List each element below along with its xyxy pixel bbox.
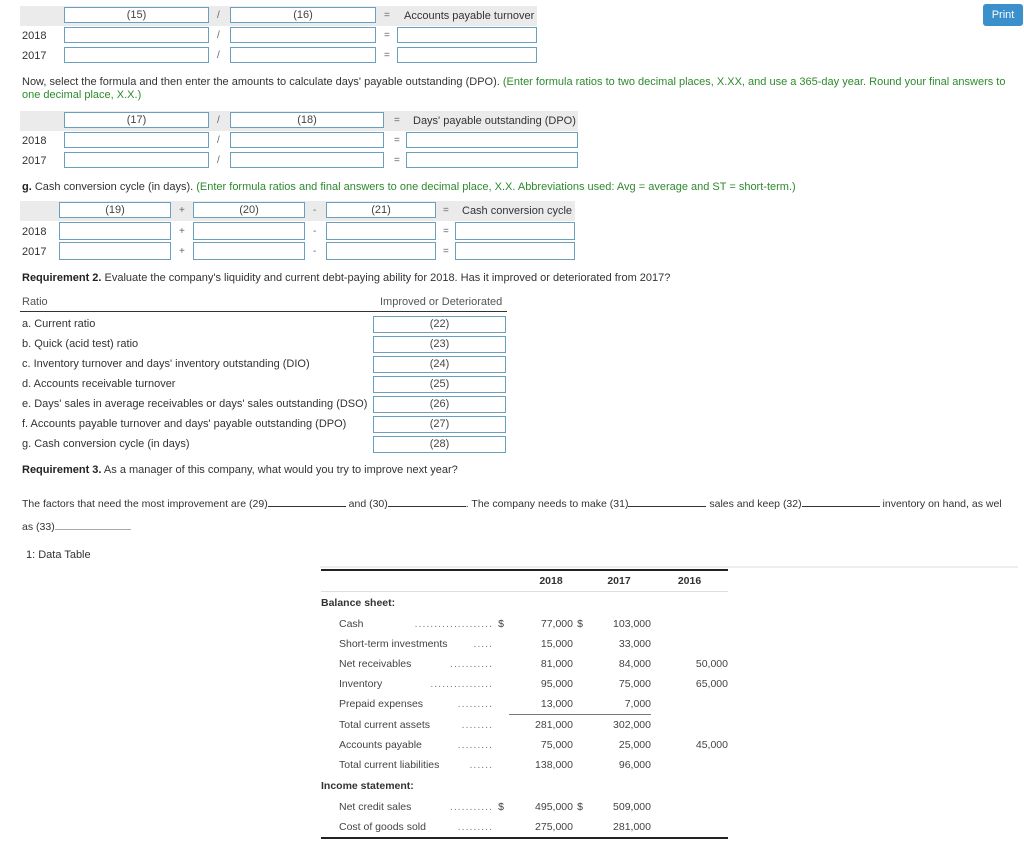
ccc-title: Cash conversion cycle (in days). xyxy=(34,181,194,193)
data-table-row xyxy=(321,797,728,817)
requirement-2 xyxy=(22,272,670,284)
leader-dots: ........... xyxy=(449,801,493,813)
ap-2017-denominator-input[interactable] xyxy=(230,47,376,63)
year-label: 2017 xyxy=(22,246,47,258)
value-2017: 302,000 xyxy=(613,719,651,731)
ccc-2017-term3-input[interactable] xyxy=(326,242,436,260)
value-2016: 50,000 xyxy=(695,658,728,670)
factors-text: The factors that need the most improvement are xyxy=(22,498,247,510)
section-heading: Income statement: xyxy=(321,780,414,792)
ccc-result-label: Cash conversion cycle xyxy=(462,205,573,217)
row-label: Inventory xyxy=(339,678,383,690)
blank-30-label: (30) xyxy=(369,498,388,510)
currency-sign xyxy=(493,694,509,715)
improved-deteriorated-select[interactable]: (24) xyxy=(373,356,506,373)
ap-formula-numerator-select[interactable]: (15) xyxy=(64,7,209,23)
ratio-row-label: d. Accounts receivable turnover xyxy=(22,378,176,390)
dpo-hint: (Enter formula ratios to two decimal places, X.XX, and use a 365-day year. Round your final answers to one decimal place, X.X.) xyxy=(22,76,1006,101)
currency-sign xyxy=(493,755,509,775)
value-2016 xyxy=(651,755,728,775)
value-2018: 81,000 xyxy=(540,658,573,670)
ratio-col-header: Ratio xyxy=(22,296,48,308)
currency-sign xyxy=(493,735,509,755)
ratio-row-label: c. Inventory turnover and days' inventory outstanding (DIO) xyxy=(22,358,310,370)
currency-sign xyxy=(493,674,509,694)
dpo-2017-result-input[interactable] xyxy=(406,152,578,168)
dpo-formula-denominator-select[interactable]: (18) xyxy=(230,112,384,128)
divide-sign: / xyxy=(217,50,220,61)
ratio-row-label: e. Days' sales in average receivables or days' sales outstanding (DSO) xyxy=(22,398,368,410)
data-table-row xyxy=(321,755,728,775)
improved-deteriorated-select[interactable]: (28) xyxy=(373,436,506,453)
value-2018: 75,000 xyxy=(540,739,573,751)
req3-label: Requirement 3. xyxy=(22,464,102,476)
dpo-2018-denominator-input[interactable] xyxy=(230,132,384,148)
leader-dots: ........ xyxy=(461,718,493,731)
improved-deteriorated-select[interactable]: (25) xyxy=(373,376,506,393)
improved-deteriorated-select[interactable]: (26) xyxy=(373,396,506,413)
currency-sign xyxy=(493,715,509,736)
blank-31-select[interactable] xyxy=(628,505,706,507)
plus-sign: + xyxy=(179,226,185,237)
leader-dots: ..... xyxy=(473,638,493,650)
section-heading: Balance sheet: xyxy=(321,597,396,609)
value-2016: 65,000 xyxy=(695,678,728,690)
currency-sign xyxy=(573,715,587,736)
blank-29-label: (29) xyxy=(249,498,268,510)
dpo-2017-denominator-input[interactable] xyxy=(230,152,384,168)
currency-sign xyxy=(493,654,509,674)
ratio-row-label: b. Quick (acid test) ratio xyxy=(22,338,139,350)
ccc-formula-term3-select[interactable]: (21) xyxy=(326,202,436,218)
divide-sign: / xyxy=(217,30,220,41)
ap-result-label: Accounts payable turnover xyxy=(404,10,535,22)
row-label: Net credit sales xyxy=(339,801,412,813)
value-2017: 33,000 xyxy=(618,638,651,650)
value-2016 xyxy=(651,694,728,715)
dpo-result-label: Days' payable outstanding (DPO) xyxy=(413,115,576,127)
req2-label: Requirement 2. xyxy=(22,272,102,284)
data-table-row xyxy=(321,715,728,736)
ccc-2018-term3-input[interactable] xyxy=(326,222,436,240)
factors-sentence xyxy=(22,498,1002,510)
row-label: Total current liabilities xyxy=(339,759,440,771)
blank-31-label: (31) xyxy=(609,498,629,510)
row-label: Accounts payable xyxy=(339,739,422,751)
factors-text: as xyxy=(22,521,34,533)
currency-sign xyxy=(493,817,509,838)
ap-2017-result-input[interactable] xyxy=(397,47,537,63)
ap-2018-denominator-input[interactable] xyxy=(230,27,376,43)
value-2016 xyxy=(651,614,728,634)
ratio-row-label: a. Current ratio xyxy=(22,318,96,330)
ccc-letter: g. xyxy=(22,181,32,193)
blank-32-label: (32) xyxy=(782,498,802,510)
print-button[interactable]: Print xyxy=(983,4,1023,26)
minus-sign: - xyxy=(313,226,317,237)
currency-sign: $ xyxy=(498,801,504,813)
improved-col-header: Improved or Deteriorated xyxy=(380,296,503,308)
ccc-formula-term1-select[interactable]: (19) xyxy=(59,202,171,218)
divide-sign: / xyxy=(217,10,220,21)
row-label: Prepaid expenses xyxy=(339,698,424,711)
ccc-2017-term2-input[interactable] xyxy=(193,242,305,260)
leader-dots: ........... xyxy=(449,658,493,670)
data-table-row xyxy=(321,694,728,715)
row-label: Cash xyxy=(339,618,364,630)
dpo-text: Now, select the formula and then enter the amounts to calculate days' payable outstanding (DPO). xyxy=(22,76,500,88)
dpo-2017-numerator-input[interactable] xyxy=(64,152,209,168)
ccc-hint: (Enter formula ratios and final answers to one decimal place, X.X. Abbreviations used: Avg = average and ST = short-term.) xyxy=(196,181,796,193)
value-2018: 495,000 xyxy=(535,801,573,813)
data-table-row xyxy=(321,817,728,838)
value-2017: 25,000 xyxy=(618,739,651,751)
value-2018: 77,000 xyxy=(540,618,573,630)
currency-sign xyxy=(573,654,587,674)
divide-sign: / xyxy=(217,135,220,146)
row-label: Cost of goods sold xyxy=(339,821,426,833)
value-2016 xyxy=(651,634,728,654)
data-table-row xyxy=(321,654,728,674)
req2-text: Evaluate the company's liquidity and current debt-paying ability for 2018. Has it improved or deteriorated from 2017? xyxy=(104,272,671,284)
year-header-2016: 2016 xyxy=(677,575,702,587)
currency-sign xyxy=(573,694,587,715)
currency-sign xyxy=(573,634,587,654)
blank-33-label: (33) xyxy=(36,521,55,533)
ap-2017-numerator-input[interactable] xyxy=(64,47,209,63)
equals-sign: = xyxy=(443,246,449,257)
value-2016: 45,000 xyxy=(695,739,728,751)
row-label: Total current assets xyxy=(339,718,431,731)
leader-dots: ......... xyxy=(457,739,493,751)
ratio-row-label: g. Cash conversion cycle (in days) xyxy=(22,438,190,450)
currency-sign: $ xyxy=(498,618,504,630)
factors-text: sales and keep xyxy=(709,498,781,510)
ccc-2017-result-input[interactable] xyxy=(455,242,575,260)
plus-sign: + xyxy=(179,246,185,257)
data-table-row xyxy=(321,735,728,755)
req3-text: As a manager of this company, what would you try to improve next year? xyxy=(103,464,458,476)
ccc-2018-term1-input[interactable] xyxy=(59,222,171,240)
data-table-row xyxy=(321,634,728,654)
improved-deteriorated-select[interactable]: (27) xyxy=(373,416,506,433)
leader-dots: ......... xyxy=(457,821,493,833)
row-label: Short-term investments xyxy=(339,638,448,650)
equals-sign: = xyxy=(384,50,390,61)
factors-text: . The company needs to make xyxy=(465,498,607,510)
value-2017: 103,000 xyxy=(613,618,651,630)
ccc-2018-result-input[interactable] xyxy=(455,222,575,240)
factors-text: and xyxy=(348,498,367,510)
plus-sign: + xyxy=(179,205,185,216)
value-2017: 84,000 xyxy=(618,658,651,670)
dpo-2018-result-input[interactable] xyxy=(406,132,578,148)
ap-2018-numerator-input[interactable] xyxy=(64,27,209,43)
value-2017: 75,000 xyxy=(618,678,651,690)
ccc-instructions xyxy=(22,181,796,193)
factors-sentence-cont xyxy=(22,521,131,533)
year-label: 2017 xyxy=(22,155,47,167)
year-label: 2018 xyxy=(22,30,47,42)
popup-divider xyxy=(320,566,1018,568)
leader-dots: ...... xyxy=(469,759,493,771)
value-2016 xyxy=(651,715,728,736)
blank-30-select[interactable] xyxy=(388,505,466,507)
blank-29-select[interactable] xyxy=(268,505,346,507)
ccc-formula-term2-select[interactable]: (20) xyxy=(193,202,305,218)
currency-sign xyxy=(573,755,587,775)
minus-sign: - xyxy=(313,205,317,216)
leader-dots: .................... xyxy=(414,618,493,630)
value-2018: 138,000 xyxy=(535,759,573,771)
value-2017: 281,000 xyxy=(613,821,651,833)
value-2018: 13,000 xyxy=(509,694,573,715)
equals-sign: = xyxy=(394,155,400,166)
dpo-2018-numerator-input[interactable] xyxy=(64,132,209,148)
leader-dots: ......... xyxy=(457,698,493,711)
currency-sign: $ xyxy=(577,618,583,630)
value-2017: 7,000 xyxy=(587,694,651,715)
header-divider xyxy=(20,311,507,312)
value-2018: 15,000 xyxy=(540,638,573,650)
value-2016 xyxy=(651,817,728,838)
row-label: Net receivables xyxy=(339,658,412,670)
dpo-formula-numerator-select[interactable]: (17) xyxy=(64,112,209,128)
divide-sign: / xyxy=(217,115,220,126)
ap-formula-denominator-select[interactable]: (16) xyxy=(230,7,376,23)
data-table-title: 1: Data Table xyxy=(26,549,91,561)
equals-sign: = xyxy=(443,205,449,216)
equals-sign: = xyxy=(384,10,390,21)
ap-2018-result-input[interactable] xyxy=(397,27,537,43)
value-2018: 275,000 xyxy=(535,821,573,833)
currency-sign xyxy=(573,817,587,838)
currency-sign xyxy=(573,674,587,694)
year-label: 2017 xyxy=(22,50,47,62)
divide-sign: / xyxy=(217,155,220,166)
year-label: 2018 xyxy=(22,135,47,147)
currency-sign xyxy=(573,735,587,755)
equals-sign: = xyxy=(394,115,400,126)
factors-text: inventory on hand, as wel xyxy=(882,498,1002,510)
minus-sign: - xyxy=(313,246,317,257)
equals-sign: = xyxy=(394,135,400,146)
equals-sign: = xyxy=(384,30,390,41)
data-table-row xyxy=(321,614,728,634)
ccc-2017-term1-input[interactable] xyxy=(59,242,171,260)
improved-deteriorated-select[interactable]: (23) xyxy=(373,336,506,353)
ccc-2018-term2-input[interactable] xyxy=(193,222,305,240)
ratio-row-label: f. Accounts payable turnover and days' payable outstanding (DPO) xyxy=(22,418,347,430)
requirement-3 xyxy=(22,464,458,476)
year-header-2017: 2017 xyxy=(607,575,631,587)
value-2016 xyxy=(651,797,728,817)
value-2018: 281,000 xyxy=(535,719,573,731)
blank-32-select[interactable] xyxy=(802,505,880,507)
currency-sign xyxy=(493,634,509,654)
leader-dots: ................ xyxy=(430,678,493,690)
data-table-row xyxy=(321,674,728,694)
year-label: 2018 xyxy=(22,226,47,238)
value-2018: 95,000 xyxy=(540,678,573,690)
currency-sign: $ xyxy=(577,801,583,813)
equals-sign: = xyxy=(443,226,449,237)
blank-33-select[interactable] xyxy=(55,528,131,530)
year-header-2018: 2018 xyxy=(539,575,563,587)
dpo-instructions xyxy=(22,76,1012,102)
value-2017: 509,000 xyxy=(613,801,651,813)
improved-deteriorated-select[interactable]: (22) xyxy=(373,316,506,333)
value-2017: 96,000 xyxy=(618,759,651,771)
data-table xyxy=(321,569,728,839)
